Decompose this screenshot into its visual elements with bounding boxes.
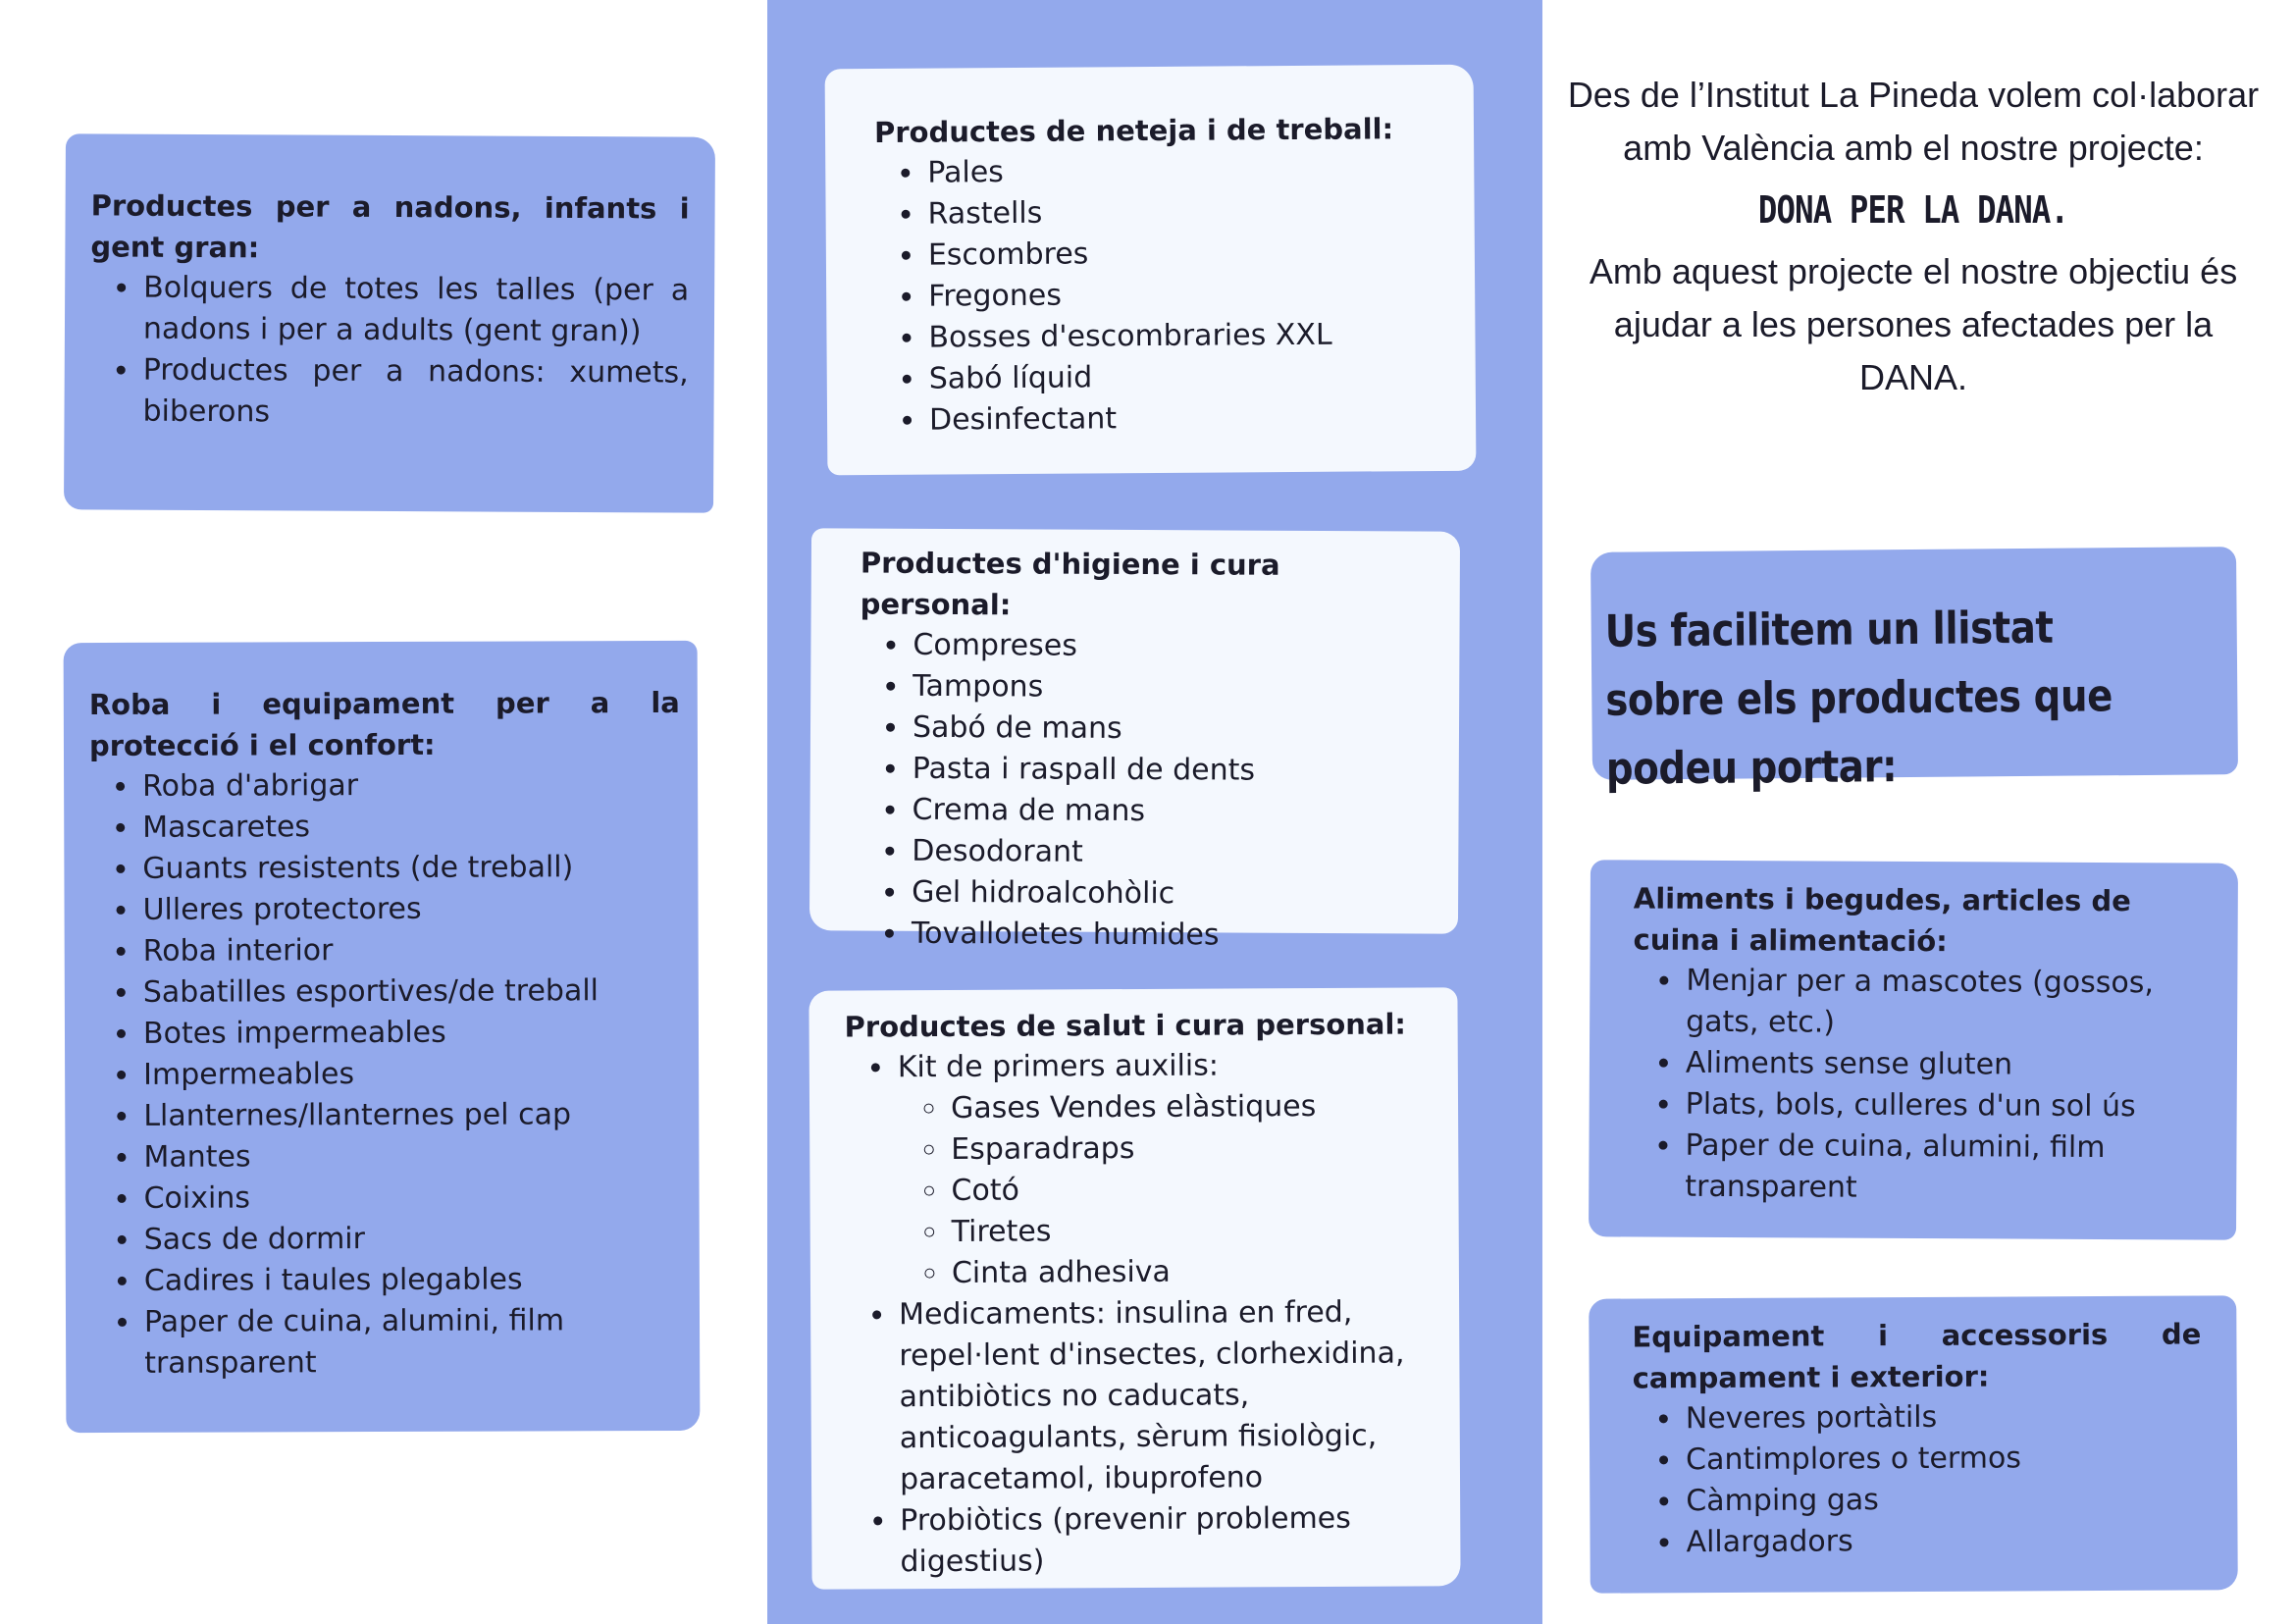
list-item: • Sabatilles esportives/de treball <box>141 970 681 1014</box>
card-title: Aliments i begudes, articles de cuina i alimentació: <box>1633 881 2131 959</box>
list-item: • Desodorant <box>910 831 1438 875</box>
list-item: • Roba interior <box>141 929 681 972</box>
list-item: • Tovalloletes humides <box>910 914 1438 958</box>
list-item <box>896 1044 1439 1294</box>
list-item: • Productes per a nadons: xumets, biberons <box>140 350 688 436</box>
list-item: • Probiòtics (prevenir problemes digestius) <box>898 1497 1440 1583</box>
item-list <box>1633 1395 2203 1563</box>
card-title: Productes per a nadons, infants i gent gran: <box>90 188 690 265</box>
list-item: • Plats, bols, culleres d'un sol ús <box>1684 1084 2202 1128</box>
list-item: • Gel hidroalcohòlic <box>910 872 1438 917</box>
list-item: • Paper de cuina, alumini, film transparent <box>1683 1126 2201 1211</box>
card-health <box>808 987 1460 1589</box>
list-item: • Botes impermeables <box>141 1012 681 1055</box>
item-list <box>874 149 1456 442</box>
list-item: • Bosses d'escombraries XXL <box>926 314 1455 359</box>
intro-line: Amb aquest projecte el nostre objectiu és ajudar a les persones afectades per la DANA. <box>1589 251 2238 397</box>
sublist-item: ◦ Cotó <box>949 1168 1438 1212</box>
list-item: • Càmping gas <box>1684 1478 2202 1522</box>
item-list <box>89 764 682 1385</box>
list-item: • Ulleres protectores <box>140 888 680 931</box>
list-item: • Sabó líquid <box>927 355 1456 400</box>
list-item: • Mantes <box>141 1135 681 1179</box>
list-item: • Sacs de dormir <box>142 1218 682 1261</box>
sublist-item: ◦ Cinta adhesiva <box>950 1250 1439 1294</box>
card-title: Productes d'higiene i cura personal: <box>860 546 1280 622</box>
list-item: • Coixins <box>142 1177 682 1220</box>
card-title: Productes de salut i cura personal: <box>844 1007 1407 1044</box>
first-aid-sublist <box>898 1085 1439 1294</box>
card-clothing-equipment <box>64 641 701 1433</box>
sublist-item: ◦ Esparadraps <box>949 1126 1438 1171</box>
card-title: Productes de neteja i de treball: <box>873 112 1394 149</box>
sublist-item: ◦ Tiretes <box>950 1209 1439 1253</box>
list-item: • Compreses <box>911 625 1439 669</box>
intro-text-block <box>1560 69 2267 404</box>
list-item: • Escombres <box>926 232 1455 277</box>
list-item: • Crema de mans <box>910 790 1438 834</box>
list-item: • Roba d'abrigar <box>140 764 680 808</box>
card-title: Equipament i accessoris de campament i exterior: <box>1632 1317 2202 1395</box>
list-item: • Pasta i raspall de dents <box>911 749 1439 793</box>
list-item: • Medicaments: insulina en fred, repel·lent d'insectes, clorhexidina, antibiòtics no caducats, anticoagulants, sèrum fisiològic, paracetamol, ibuprofeno <box>897 1291 1440 1500</box>
card-title: Roba i equipament per a la protecció i el confort: <box>88 685 680 763</box>
list-item: • Menjar per a mascotes (gossos, gats, etc.) <box>1684 961 2202 1046</box>
intro-line: Des de l’Institut La Pineda volem col·laborar amb València amb el nostre projecte: <box>1567 75 2260 168</box>
list-item: • Bolquers de totes les talles (per a nadons i per a adults (gent gran)) <box>141 268 689 353</box>
item-list <box>1632 961 2202 1211</box>
list-item: • Mascaretes <box>140 806 680 849</box>
list-item: • Aliments sense gluten <box>1684 1043 2202 1087</box>
list-item: • Tampons <box>911 666 1439 710</box>
sublist-item: ◦ Gases Vendes elàstiques <box>949 1085 1438 1129</box>
first-aid-label: Kit de primers auxilis: <box>897 1048 1220 1085</box>
list-item: • Impermeables <box>141 1053 681 1096</box>
card-cleaning-work <box>825 65 1477 476</box>
list-intro-card <box>1591 547 2238 795</box>
item-list <box>859 625 1440 958</box>
list-item: • Cantimplores o termos <box>1684 1437 2202 1481</box>
list-item: • Fregones <box>926 273 1455 318</box>
list-intro-heading: Us facilitem un llistat sobre els productes que podeu portar: <box>1604 601 2113 795</box>
list-item: • Paper de cuina, alumini, film transparent <box>142 1300 682 1385</box>
card-camping-outdoor <box>1589 1295 2238 1593</box>
item-list <box>845 1044 1441 1583</box>
list-item: • Rastells <box>925 190 1454 236</box>
list-item: • Llanternes/llanternes pel cap <box>141 1094 681 1137</box>
list-item: • Desinfectant <box>927 396 1456 442</box>
list-item: • Sabó de mans <box>911 707 1439 752</box>
list-item: • Neveres portàtils <box>1684 1395 2202 1440</box>
card-food-kitchen <box>1589 860 2238 1239</box>
project-name: DONA PER LA DANA. <box>1757 188 2069 232</box>
list-item: • Cadires i taules plegables <box>142 1259 682 1302</box>
list-item: • Guants resistents (de treball) <box>140 847 680 890</box>
card-babies-elderly <box>64 133 715 512</box>
item-list <box>89 267 689 435</box>
card-hygiene <box>809 528 1460 953</box>
list-item: • Pales <box>925 149 1454 194</box>
list-item: • Allargadors <box>1684 1519 2202 1563</box>
